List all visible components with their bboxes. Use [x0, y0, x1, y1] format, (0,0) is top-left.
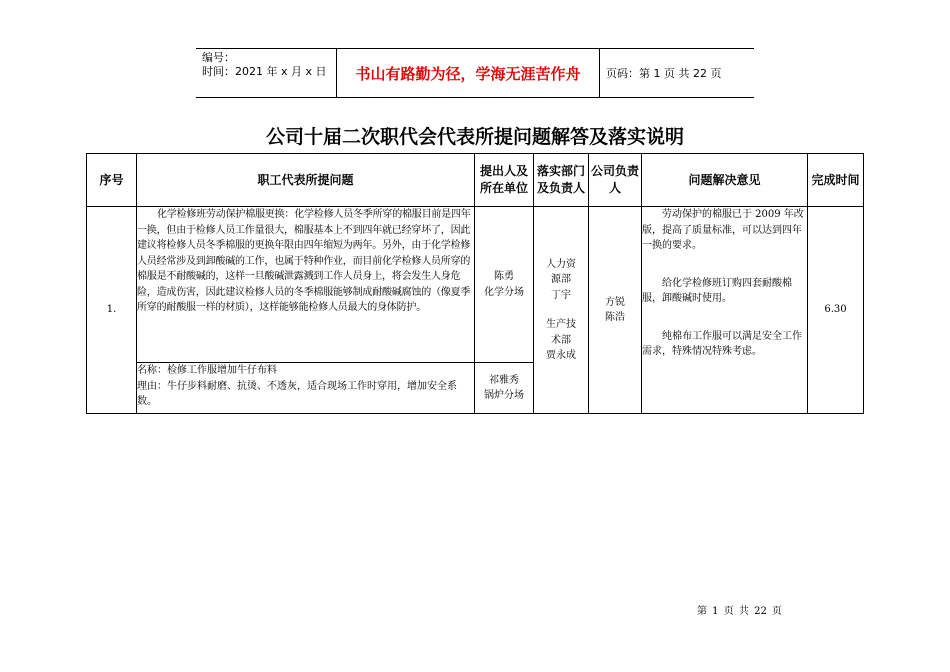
header-issue: 职工代表所提问题	[137, 154, 475, 207]
cell-done-time: 6.30	[808, 207, 864, 414]
proposer-1-unit: 化学分场	[484, 286, 524, 298]
time-label: 时间：2021 年 x 月 x 日	[202, 65, 327, 78]
header-meta	[202, 51, 342, 79]
header-page-label: 页码：第 1 页 共 22 页	[606, 67, 722, 80]
number-label: 编号：	[202, 51, 235, 64]
header-dept: 落实部门及负责人	[534, 154, 589, 207]
proposer-2-unit: 锅炉分场	[484, 390, 524, 401]
cell-issue-2	[137, 363, 475, 414]
cell-company-lead	[589, 207, 642, 414]
dept-1-a: 人力资	[546, 258, 576, 270]
cell-seq: 1.	[87, 207, 137, 414]
cell-proposer-2	[475, 363, 534, 414]
header-proposer: 提出人及所在单位	[475, 154, 534, 207]
table-header-row	[87, 154, 864, 207]
proposer-2-name: 祁雅秀	[489, 374, 519, 386]
dept-2-person: 贾永成	[546, 350, 576, 361]
cell-dept	[534, 207, 589, 414]
dept-2-a: 生产技	[546, 319, 576, 330]
header-seq: 序号	[87, 154, 137, 207]
cell-issue-1: 化学检修班劳动保护棉服更换：化学检修人员冬季所穿的棉服目前是四年一换，但由于检修人员工作量很大，棉服基本上不到四年就已经穿坏了，因此建议将检修人员冬季棉服的更换年限由四年缩短为两年。另外，由于化学检修人员经常涉及到卸酸碱的工作，也属于特种作业，而目前化学检修人员所穿的棉服是不耐酸碱的，这样一旦酸碱泄露溅到工作人员身上，将会发生人身危险，造成伤害，因此建议检修人员的冬季棉服能够制成耐酸碱腐蚀的（像夏季所穿的耐酸服一样的材质），这样能够能检修人员最大的身体防护。	[137, 207, 475, 363]
cell-opinion	[642, 207, 808, 414]
opinion-3: 纯棉布工作服可以满足安全工作需求，特殊情况特殊考虑。	[642, 330, 802, 357]
proposer-1-name: 陈勇	[494, 271, 514, 282]
company-lead-1: 方锐	[605, 296, 625, 308]
issue-2-name: 名称：检修工作服增加牛仔布料	[137, 365, 277, 376]
header-company-lead: 公司负责人	[589, 154, 642, 207]
opinion-2: 给化学检修班订购四套耐酸棉服，卸酸碱时使用。	[642, 277, 792, 304]
table-row	[87, 207, 864, 363]
issues-table	[86, 153, 864, 414]
page-title: 公司十届二次职代会代表所提问题解答及落实说明	[265, 126, 684, 148]
dept-2-b: 术部	[551, 334, 571, 346]
document-header	[196, 48, 754, 98]
issue-2-reason: 理由：牛仔步料耐磨、抗烫、不透灰，适合现场工作时穿用，增加安全系数。	[137, 380, 457, 407]
company-lead-2: 陈浩	[605, 312, 625, 323]
dept-1-b: 源部	[551, 274, 571, 285]
header-done-time: 完成时间	[808, 154, 864, 207]
header-motto: 书山有路勤为径，学海无涯苦作舟	[336, 49, 600, 97]
opinion-1: 劳动保护的棉服已于 2009 年改版，提高了质量标准，可以达到四年一换的要求。	[642, 209, 804, 251]
header-opinion: 问题解决意见	[642, 154, 808, 207]
page-footer: 第 1 页 共 22 页	[697, 606, 782, 617]
cell-proposer-1	[475, 207, 534, 363]
dept-1-person: 丁宇	[551, 289, 571, 301]
